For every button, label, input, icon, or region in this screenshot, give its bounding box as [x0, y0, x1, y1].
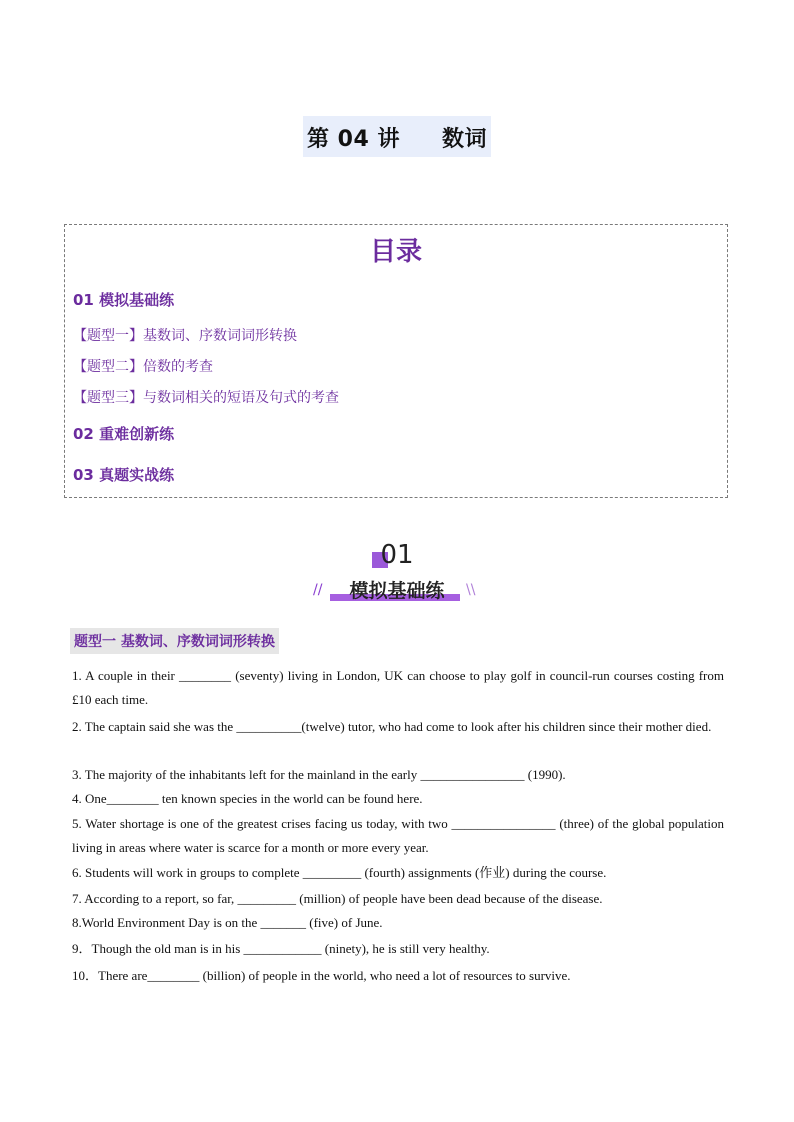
toc-section-2[interactable]: 02 重难创新练: [73, 425, 175, 443]
category-heading: 题型一 基数词、序数词词形转换: [70, 628, 279, 654]
question-1: 1. A couple in their ________ (seventy) living in London, UK can choose to play golf in council-run courses costing from £10 each time.: [72, 668, 724, 707]
lecture-topic: 数词: [441, 127, 487, 152]
banner-label: 模拟基础练: [349, 580, 445, 602]
lecture-title-wrap: [0, 116, 794, 157]
toc-section-1[interactable]: 01 模拟基础练: [73, 291, 175, 309]
toc-section-3[interactable]: 03 真题实战练: [73, 466, 175, 484]
toc-subitem-2[interactable]: 【题型二】倍数的考查: [73, 359, 213, 375]
toc-subitem-3[interactable]: 【题型三】与数词相关的短语及句式的考查: [73, 390, 339, 406]
lecture-number: 第 04 讲: [307, 127, 400, 152]
table-of-contents: [64, 224, 728, 498]
lecture-title: [303, 116, 491, 157]
question-10: 10．There are________ (billion) of people in the world, who need a lot of resources to survive.: [72, 968, 571, 983]
question-7: 7. According to a report, so far, _________ (million) of people have been dead because of the disease.: [72, 891, 603, 906]
banner-slash-left: //: [313, 582, 323, 598]
question-4: 4. One________ ten known species in the world can be found here.: [72, 791, 423, 806]
question-8: 8.World Environment Day is on the _______ (five) of June.: [72, 915, 383, 930]
question-6: 6. Students will work in groups to complete _________ (fourth) assignments (作业) during the course.: [72, 865, 607, 880]
banner-slash-right: \\: [466, 582, 476, 598]
question-3: 3. The majority of the inhabitants left for the mainland in the early ________________ (1990).: [72, 767, 566, 782]
question-5: 5. Water shortage is one of the greatest crises facing us today, with two ________________ (three) of the global population living in areas where water is scarce for a month or more every year.: [72, 816, 724, 855]
toc-subitem-1[interactable]: 【题型一】基数词、序数词词形转换: [73, 328, 297, 344]
toc-heading: 目录: [369, 237, 422, 267]
banner-number: 01: [380, 540, 414, 570]
question-9: 9．Though the old man is in his ____________ (ninety), he is still very healthy.: [72, 941, 490, 956]
question-2: 2. The captain said she was the __________(twelve) tutor, who had come to look after his children since their mother died.: [72, 719, 712, 734]
section-banner: [0, 540, 794, 610]
